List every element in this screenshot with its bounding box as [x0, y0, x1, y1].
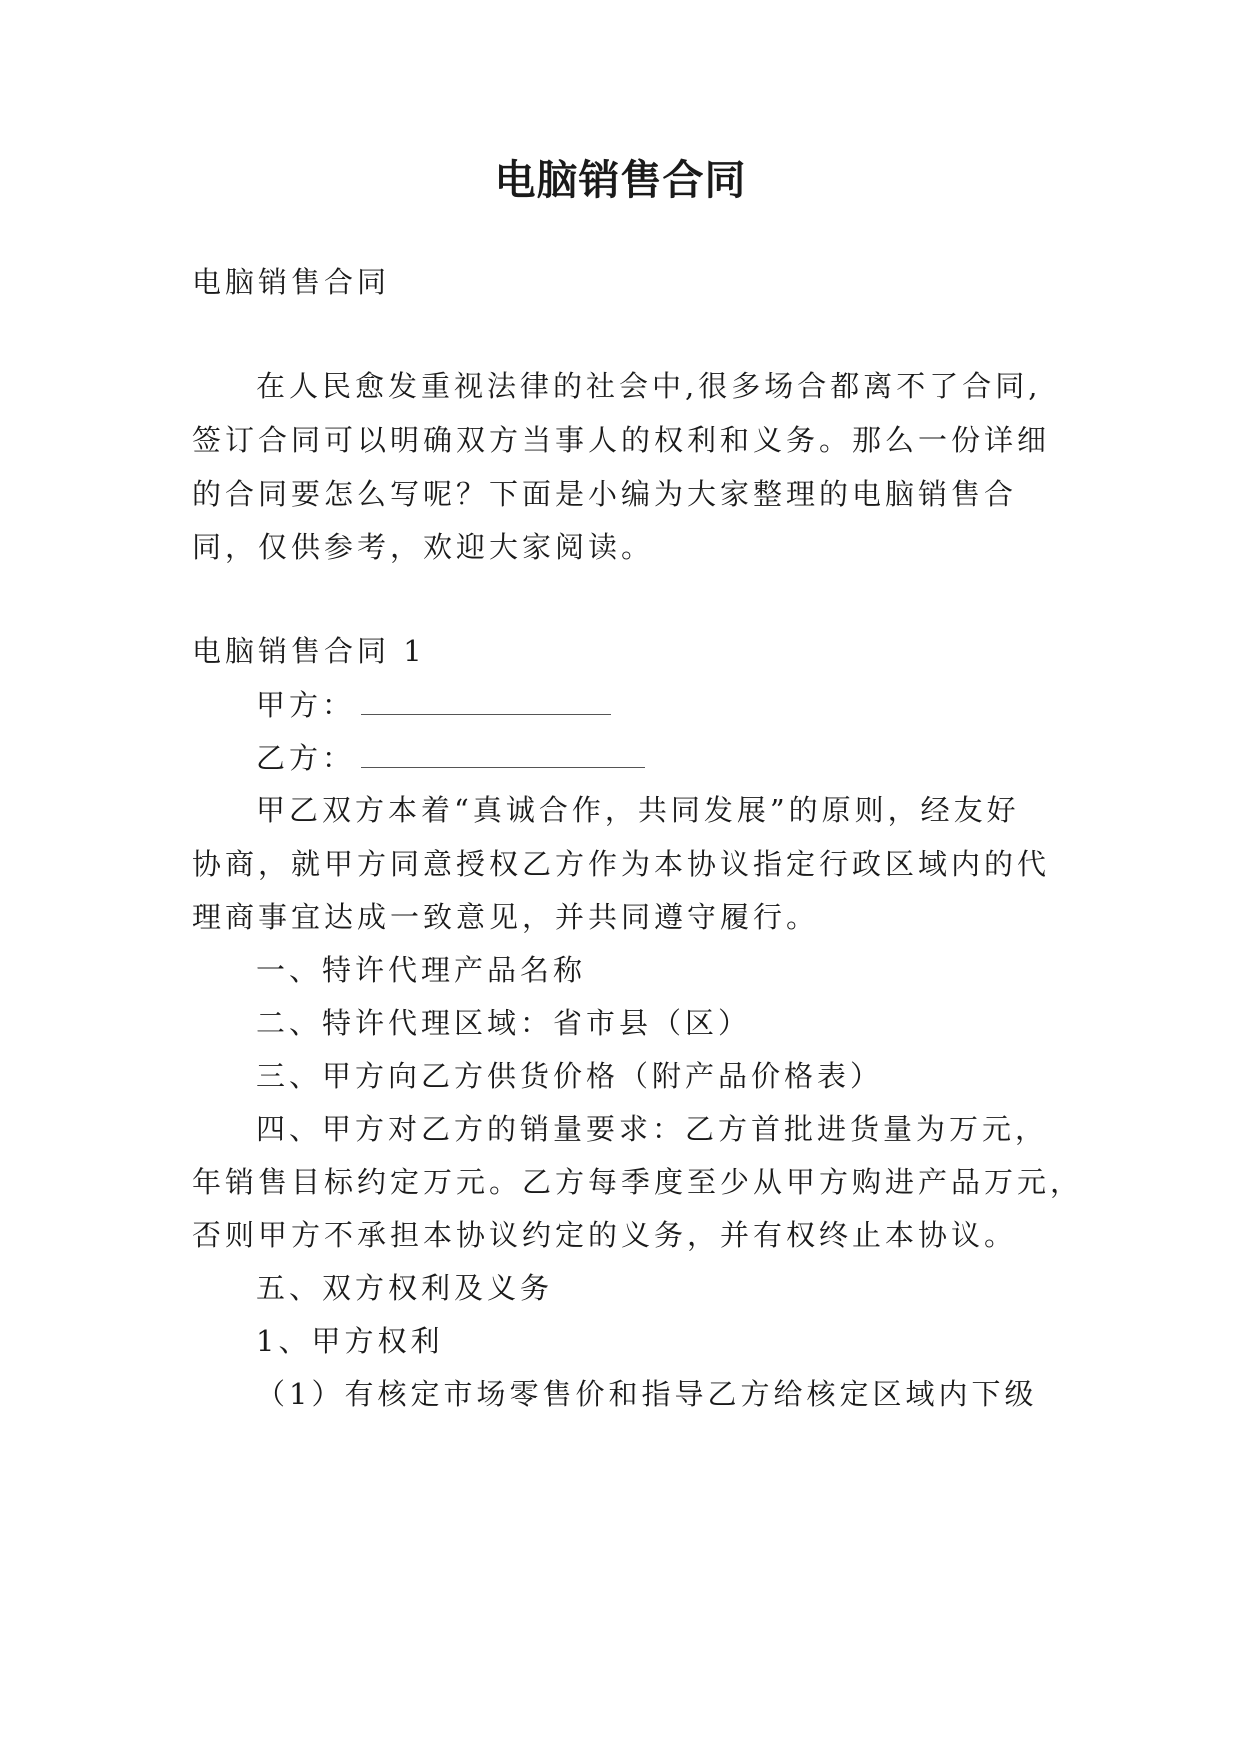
intro-line-4: 同，仅供参考，欢迎大家阅读。 — [192, 530, 655, 564]
clause-1: 一、特许代理产品名称 — [256, 953, 587, 987]
intro-line-1: 在人民愈发重视法律的社会中,很多场合都离不了合同, — [256, 369, 1042, 403]
sub-item-1: （1）有核定市场零售价和指导乙方给核定区域内下级 — [256, 1377, 1038, 1411]
party-b-blank-field — [361, 741, 645, 768]
body-line: 理商事宜达成一致意见，并共同遵守履行。 — [192, 900, 820, 934]
clause-5: 五、双方权利及义务 — [256, 1271, 554, 1305]
party-a-row — [256, 685, 611, 725]
clause-4: 四、甲方对乙方的销量要求：乙方首批进货量为万元， — [256, 1112, 1049, 1146]
intro-line-3: 的合同要怎么写呢？下面是小编为大家整理的电脑销售合 — [192, 477, 1018, 511]
clause-2: 二、特许代理区域：省市县（区） — [256, 1006, 752, 1040]
document-subtitle: 电脑销售合同 — [192, 265, 391, 299]
body-line: 否则甲方不承担本协议约定的义务，并有权终止本协议。 — [192, 1218, 1018, 1252]
document-title: 电脑销售合同 — [494, 156, 747, 204]
sub-clause-1: 1、甲方权利 — [256, 1324, 444, 1358]
party-a-blank-field — [361, 688, 611, 715]
party-a-label: 甲方： — [256, 688, 356, 722]
party-b-row — [256, 738, 645, 778]
body-line: 协商，就甲方同意授权乙方作为本协议指定行政区域内的代 — [192, 847, 1051, 881]
body-line: 甲乙双方本着“真诚合作，共同发展”的原则，经友好 — [256, 793, 1020, 827]
clause-3: 三、甲方向乙方供货价格（附产品价格表） — [256, 1059, 884, 1093]
section-heading: 电脑销售合同 1 — [192, 634, 426, 668]
party-b-label: 乙方： — [256, 741, 356, 775]
intro-line-2: 签订合同可以明确双方当事人的权利和义务。那么一份详细 — [192, 423, 1051, 457]
body-line: 年销售目标约定万元。乙方每季度至少从甲方购进产品万元， — [192, 1165, 1084, 1199]
